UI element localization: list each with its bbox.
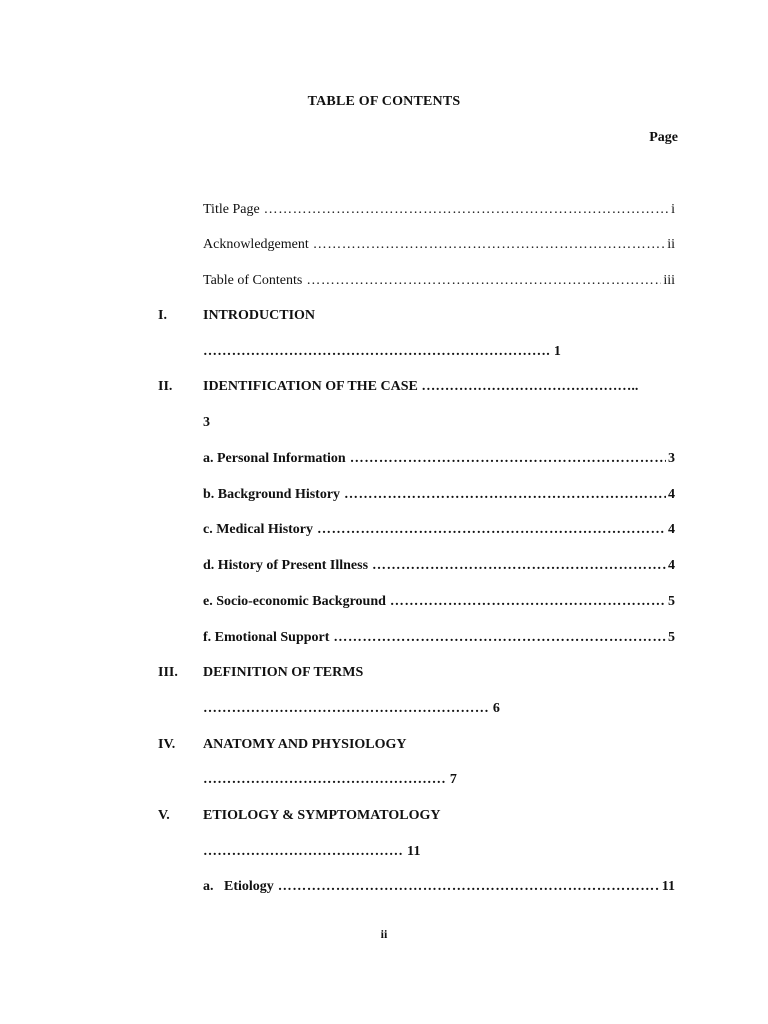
toc-entry-etiology: a. Etiology ……………………………………………………………………………………………………………………………………………………………………………………… 11 — [203, 879, 675, 895]
section-title-introduction: INTRODUCTION — [203, 308, 316, 323]
toc-entry-table-of-contents: Table of Contents ……………………………………………………………………………………………………………………………………………………………………………………… iii — [203, 273, 675, 289]
section-leader-introduction: ………………………………………………………………. 1 — [203, 344, 562, 359]
section-numeral: III. — [158, 665, 178, 680]
dot-leader — [278, 879, 660, 895]
toc-entry-medical-history: c. Medical History ……………………………………………………………………………………………………………………………………………………………………………………… 4 — [203, 522, 675, 538]
section-title-definition-of-terms: DEFINITION OF TERMS — [203, 665, 364, 680]
toc-entry-acknowledgement: Acknowledgement ……………………………………………………………………………………………………………………………………………………………………………………… ii — [203, 237, 675, 253]
section-numeral: V. — [158, 808, 170, 823]
section-leader-anatomy: …………………………………………… 7 — [203, 772, 458, 787]
section-page-identification: 3 — [203, 415, 211, 430]
toc-entry-history-present-illness: d. History of Present Illness ……………………………………………………………………………………………………………………………………………………………………………………… 4 — [203, 558, 675, 574]
dot-leader — [372, 558, 666, 574]
toc-entry-personal-information: a. Personal Information ……………………………………………………………………………………………………………………………………………………………………………………… 3 — [203, 451, 675, 467]
section-title-identification: IDENTIFICATION OF THE CASE ……………………………………….. — [203, 379, 639, 394]
page-column-header: Page — [649, 130, 678, 145]
toc-entry-emotional-support: f. Emotional Support ……………………………………………………………………………………………………………………………………………………………………………………… 5 — [203, 630, 675, 646]
dot-leader — [264, 202, 669, 218]
dot-leader — [313, 237, 665, 253]
section-title-etiology: ETIOLOGY & SYMPTOMATOLOGY — [203, 808, 441, 823]
dot-leader — [306, 273, 661, 289]
toc-title: TABLE OF CONTENTS — [307, 94, 461, 109]
dot-leader — [317, 522, 666, 538]
page-number-footer: ii — [380, 927, 388, 941]
section-numeral: II. — [158, 379, 173, 394]
section-leader-etiology: …………………………………… 11 — [203, 844, 421, 859]
toc-entry-socio-economic: e. Socio-economic Background ……………………………………………………………………………………………………………………………………………………………………………………… 5 — [203, 594, 675, 610]
dot-leader — [350, 451, 666, 467]
section-title-anatomy: ANATOMY AND PHYSIOLOGY — [203, 737, 407, 752]
dot-leader — [344, 487, 666, 503]
section-leader-definition-of-terms: …………………………………………………… 6 — [203, 701, 501, 716]
section-numeral: I. — [158, 308, 167, 323]
toc-entry-title-page: Title Page ……………………………………………………………………………………………………………………………………………………………………………………… i — [203, 202, 675, 218]
dot-leader — [390, 594, 666, 610]
dot-leader — [333, 630, 666, 646]
toc-entry-background-history: b. Background History ……………………………………………………………………………………………………………………………………………………………………………………… 4 — [203, 487, 675, 503]
section-numeral: IV. — [158, 737, 176, 752]
